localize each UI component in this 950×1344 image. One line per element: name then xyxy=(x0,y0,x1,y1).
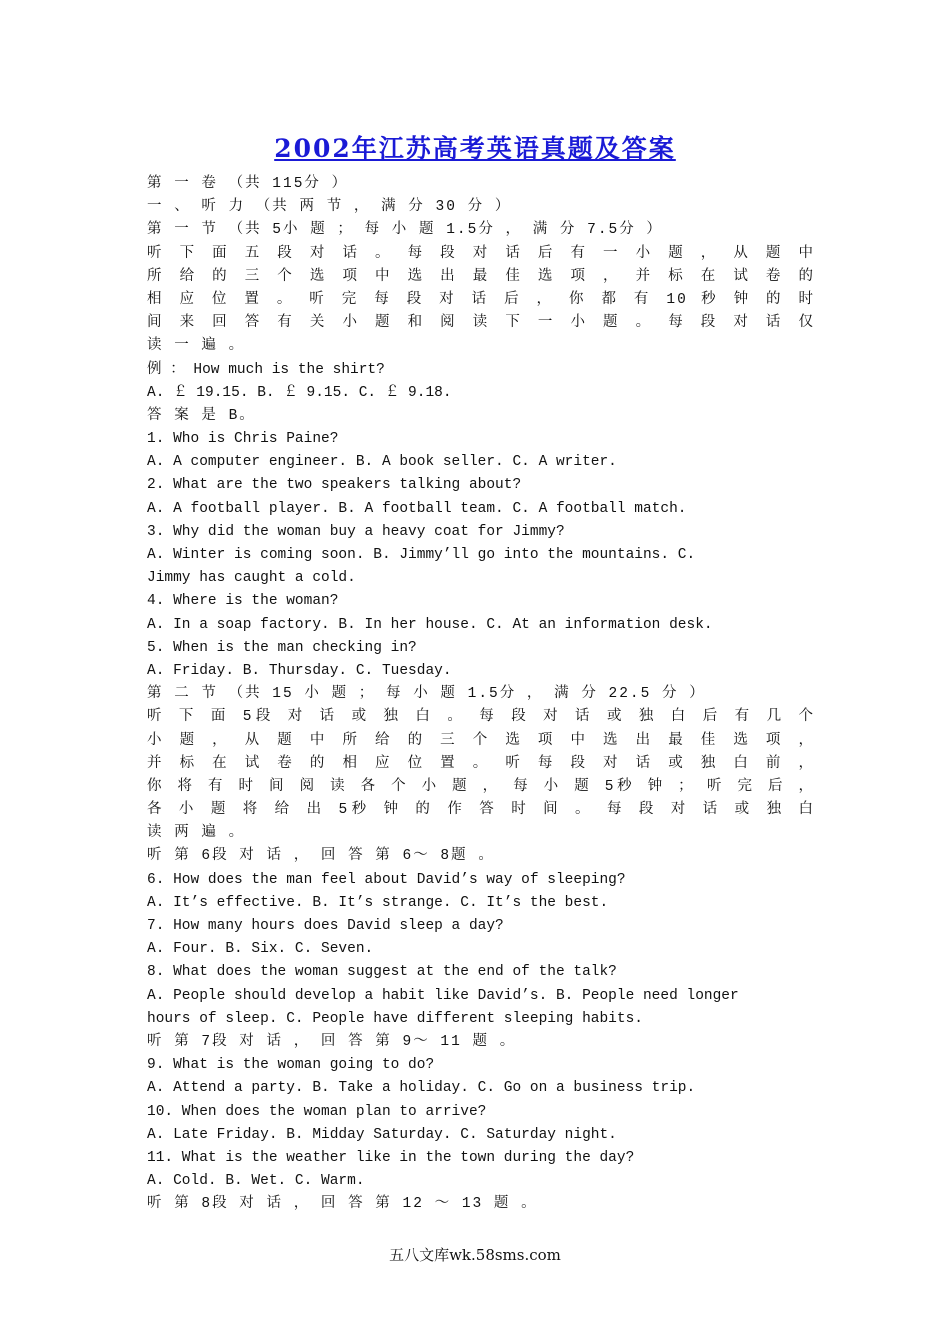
text-line: 2. What are the two speakers talking about? xyxy=(147,477,522,494)
text-line: 7. How many hours does David sleep a day? xyxy=(147,918,504,934)
page-title: 2002年江苏高考英语真题及答案 xyxy=(274,134,676,163)
text-line: 3. Why did the woman buy a heavy coat for Jimmy? xyxy=(147,523,565,540)
text-line: 听 下 面 5段 对 话 或 独 白 。 每 段 对 话 或 独 白 后 有 几 个 xyxy=(147,709,815,726)
text-line: 8. What does the woman suggest at the end of the talk? xyxy=(147,964,617,981)
text-line: 你 将 有 时 间 阅 读 各 个 小 题 ， 每 小 题 5秒 钟 ； 听 完 后 ， xyxy=(147,778,815,795)
document-body xyxy=(147,173,815,1216)
text-line: Jimmy has caught a cold. xyxy=(147,570,356,587)
text-line: A. ￡ 19.15. B. ￡ 9.15. C. ￡ 9.18. xyxy=(147,384,452,401)
text-line: A. Late Friday. B. Midday Saturday. C. Saturday night. xyxy=(147,1126,617,1143)
text-line: A. People should develop a habit like David’s. B. People need longer xyxy=(147,987,739,1004)
text-line: A. Cold. B. Wet. C. Warm. xyxy=(147,1173,365,1190)
text-line: hours of sleep. C. People have different sleeping habits. xyxy=(147,1010,643,1027)
text-line: 9. What is the woman going to do? xyxy=(147,1057,435,1074)
text-line: 4. Where is the woman? xyxy=(147,593,339,610)
text-line: 1. Who is Chris Paine? xyxy=(147,431,339,448)
text-line: A. Four. B. Six. C. Seven. xyxy=(147,941,374,958)
text-line: 并 标 在 试 卷 的 相 应 位 置 。 听 每 段 对 话 或 独 白 前 ， xyxy=(147,755,815,772)
text-line: A. A computer engineer. B. A book seller. C. A writer. xyxy=(147,454,617,471)
text-line: 5. When is the man checking in? xyxy=(147,639,417,656)
text-line: 听 第 7段 对 话 ， 回 答 第 9～ 11 题 。 xyxy=(147,1033,517,1050)
text-line: 听 第 8段 对 话 ， 回 答 第 12 ～ 13 题 。 xyxy=(147,1196,538,1213)
text-line: 第 一 节 （共 5小 题 ； 每 小 题 1.5分 ， 满 分 7.5分 ） xyxy=(147,222,663,239)
text-line: 各 小 题 将 给 出 5秒 钟 的 作 答 时 间 。 每 段 对 话 或 独 白 xyxy=(147,802,815,819)
text-line: 例 ： How much is the shirt? xyxy=(147,361,385,378)
text-line: A. Friday. B. Thursday. C. Tuesday. xyxy=(147,662,452,679)
text-line: 第 一 卷 （共 115分 ） xyxy=(147,176,349,192)
text-line: 间 来 回 答 有 关 小 题 和 阅 读 下 一 小 题 。 每 段 对 话 仅 xyxy=(147,315,815,332)
text-line: 读 两 遍 。 xyxy=(147,825,246,842)
text-line: A. In a soap factory. B. In her house. C. At an information desk. xyxy=(147,616,713,633)
footer-watermark: 五八文库wk.58sms.com xyxy=(389,1246,561,1264)
text-line: 6. How does the man feel about David’s way of sleeping? xyxy=(147,871,626,888)
text-line: 所 给 的 三 个 选 项 中 选 出 最 佳 选 项 ， 并 标 在 试 卷 的 xyxy=(147,268,815,285)
text-line: 11. What is the weather like in the town during the day? xyxy=(147,1149,635,1166)
text-line: A. Winter is coming soon. B. Jimmy’ll go into the mountains. C. xyxy=(147,547,696,563)
text-line: 一 、 听 力 （共 两 节 ， 满 分 30 分 ） xyxy=(147,199,512,216)
text-line: 读 一 遍 。 xyxy=(147,338,246,355)
text-line: 小 题 ， 从 题 中 所 给 的 三 个 选 项 中 选 出 最 佳 选 项 ， xyxy=(147,732,815,749)
text-line: 听 第 6段 对 话 ， 回 答 第 6～ 8题 。 xyxy=(147,848,495,865)
text-line: 相 应 位 置 。 听 完 每 段 对 话 后 ， 你 都 有 10 秒 钟 的 时 xyxy=(147,291,815,308)
text-line: A. A football player. B. A football team. C. A football match. xyxy=(147,500,687,517)
text-line: 10. When does the woman plan to arrive? xyxy=(147,1103,487,1120)
text-line: A. Attend a party. B. Take a holiday. C. Go on a business trip. xyxy=(147,1080,696,1097)
text-line: 第 二 节 （共 15 小 题 ； 每 小 题 1.5分 ， 满 分 22.5 分 ） xyxy=(147,686,706,703)
text-line: A. It’s effective. B. It’s strange. C. It’s the best. xyxy=(147,894,609,911)
text-line: 听 下 面 五 段 对 话 。 每 段 对 话 后 有 一 小 题 ， 从 题 中 xyxy=(147,245,815,262)
text-line: 答 案 是 B。 xyxy=(147,407,256,424)
